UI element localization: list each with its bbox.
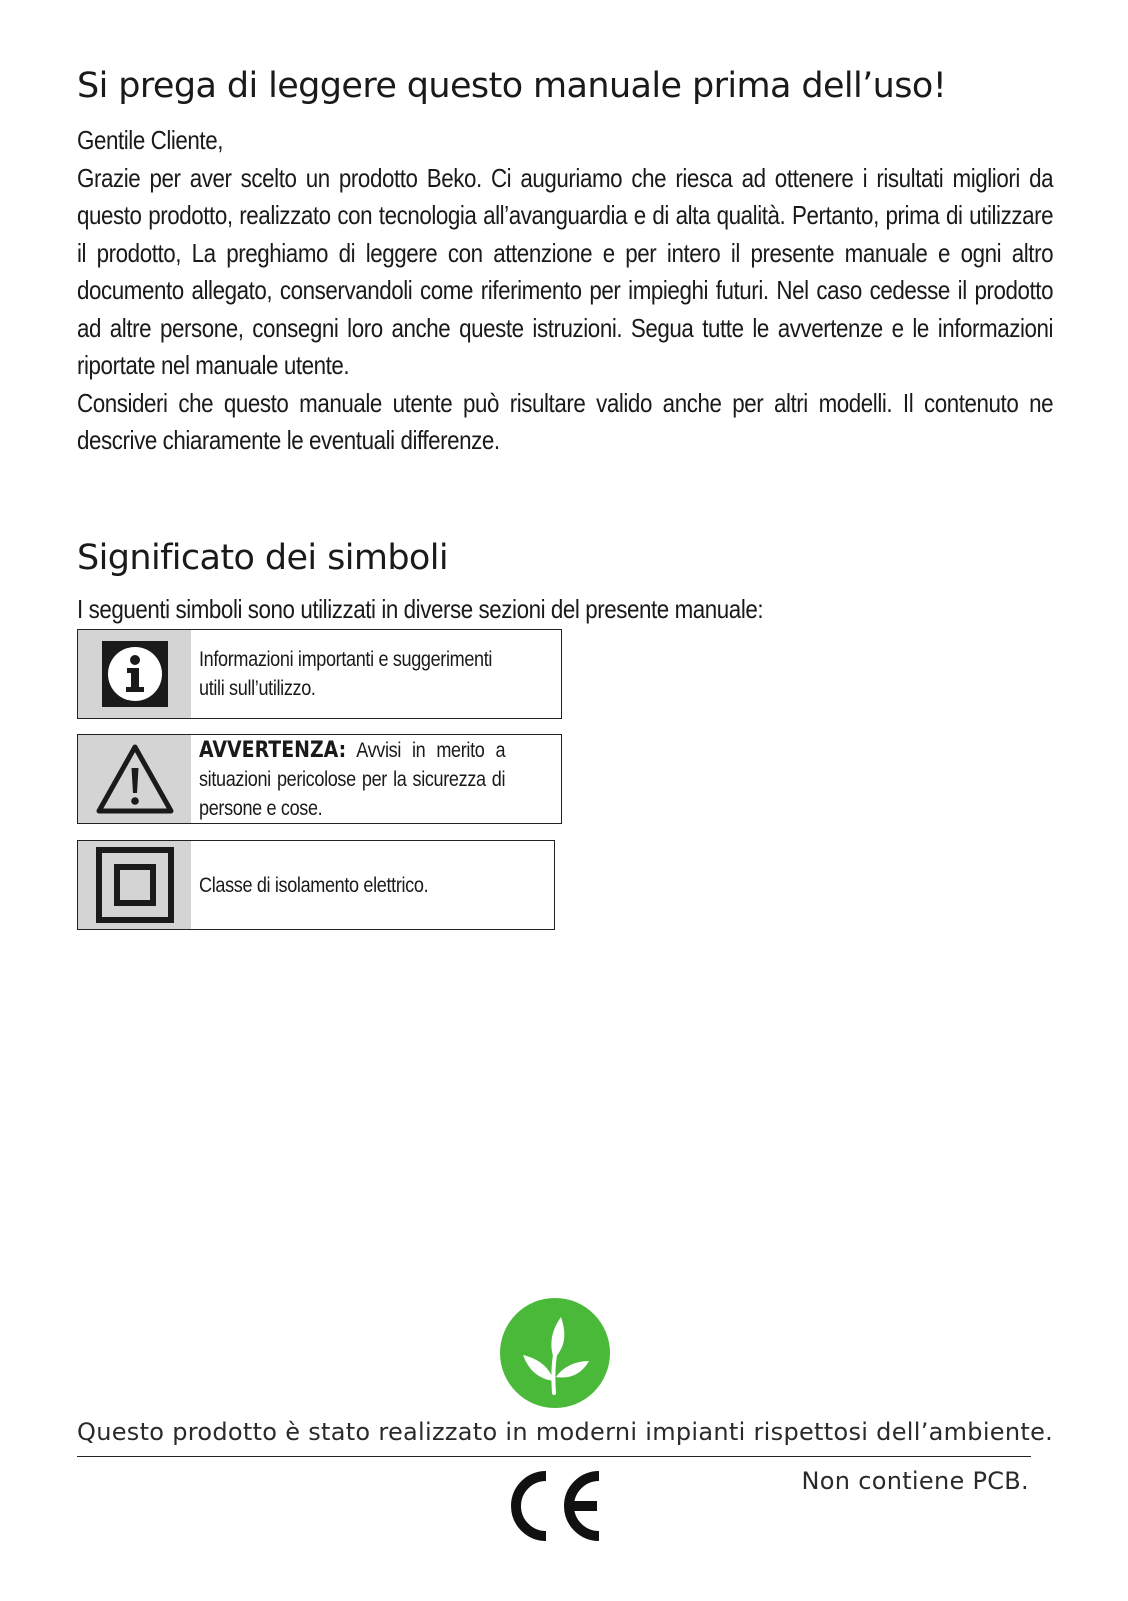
page-title: Si prega di leggere questo manuale prima dell’uso!: [77, 66, 947, 106]
info-icon: [102, 641, 168, 707]
warning-description: [199, 736, 505, 823]
eco-statement: Questo prodotto è stato realizzato in moderni impianti rispettosi dell’ambiente.: [77, 1418, 1054, 1446]
symbols-intro: I seguenti simboli sono utilizzati in diverse sezioni del presente manuale:: [77, 594, 764, 624]
symbol-box-insulation: [77, 840, 555, 930]
insulation-icon-cell: [78, 841, 191, 929]
warning-icon: [94, 742, 176, 816]
insulation-description: Classe di isolamento elettrico.: [199, 873, 429, 897]
leaf-icon: [499, 1297, 611, 1409]
warning-icon-cell: [78, 735, 191, 823]
info-text-cell: [191, 630, 561, 718]
ce-mark-icon: [505, 1470, 609, 1542]
warning-text: Avvisi in merito a situazioni pericolose per la sicurezza di persone e cose.: [199, 738, 506, 820]
intro-paragraph-2: Consideri che questo manuale utente può risultare valido anche per altri modelli. Il contenuto ne descrive chiaramente le eventuali differenze.: [77, 387, 1054, 455]
warning-label: AVVERTENZA:: [199, 737, 347, 763]
symbol-box-info: [77, 629, 562, 719]
intro-section: [77, 122, 1054, 460]
symbols-title: Significato dei simboli: [77, 538, 448, 578]
pcb-statement: Non contiene PCB.: [801, 1467, 1029, 1495]
symbol-box-warning: [77, 734, 562, 824]
warning-text-cell: [191, 735, 561, 823]
double-insulation-icon: [96, 847, 174, 923]
info-description: Informazioni importanti e suggerimenti utili sull’utilizzo.: [199, 648, 493, 700]
manual-page: [77, 0, 1053, 1601]
info-icon-cell: [78, 630, 191, 718]
intro-paragraph-1: Grazie per aver scelto un prodotto Beko. Ci auguriamo che riesca ad ottenere i risultati migliori da questo prodotto, realizzato con tecnologia all’avanguardia e di alta qualità. Pertanto, prima di utilizzare il prodotto, La preghiamo di leggere con attenzione e per intero il presente manuale e ogni altro documento allegato, conservandoli come riferimento per impieghi futuri. Nel caso cedesse il prodotto ad altre persone, consegni loro anche queste istruzioni. Segua tutte le avvertenze e le informazioni riportate nel manuale utente.: [77, 162, 1054, 380]
insulation-text-cell: [191, 841, 554, 929]
greeting: Gentile Cliente,: [77, 125, 223, 155]
footer-divider: [77, 1456, 1031, 1457]
